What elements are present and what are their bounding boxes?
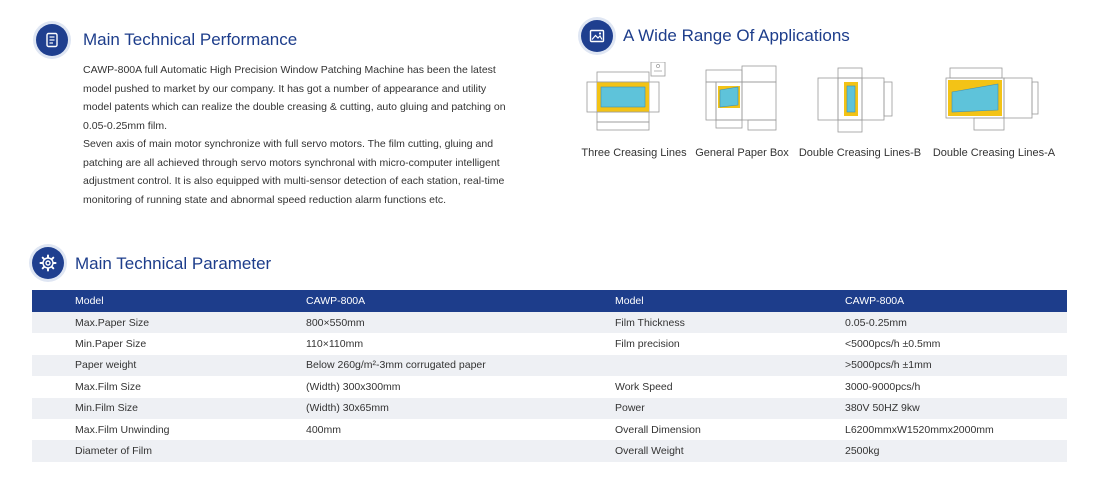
table-cell: Film Thickness (615, 312, 845, 333)
general-paper-box-diagram (700, 62, 784, 140)
table-cell: Max.Film Size (32, 376, 306, 397)
app-label-general-paper-box: General Paper Box (695, 147, 789, 159)
table-header-row (32, 290, 1067, 312)
table-cell: 800×550mm (306, 312, 615, 333)
table-cell: Overall Weight (615, 440, 845, 461)
table-cell: Below 260g/m²-3mm corrugated paper (306, 355, 615, 376)
table-cell (615, 355, 845, 376)
table-cell: <5000pcs/h ±0.5mm (845, 333, 1067, 354)
header-cell: CAWP-800A (845, 290, 1067, 312)
table-cell: (Width) 30x65mm (306, 398, 615, 419)
table-cell: Work Speed (615, 376, 845, 397)
table-cell: (Width) 300x300mm (306, 376, 615, 397)
table-cell: L6200mmxW1520mmx2000mm (845, 419, 1067, 440)
app-label-double-creasing-lines-b: Double Creasing Lines-B (798, 147, 922, 159)
header-cell: CAWP-800A (306, 290, 615, 312)
table-cell: Overall Dimension (615, 419, 845, 440)
table-cell: 0.05-0.25mm (845, 312, 1067, 333)
table-cell: Max.Paper Size (32, 312, 306, 333)
gear-icon (32, 247, 64, 279)
performance-paragraph: Seven axis of main motor synchronize with full servo motors. The film cutting, gluing and patching are all achieved through servo motors synchronal with micro-computer intelligent adjustment control. It is also equipped with multi-sensor detection of each station, real-time monitoring of running state and abnormal speed reduction alarm functions etc. (83, 138, 505, 206)
table-row (32, 398, 1067, 419)
table-cell: Min.Paper Size (32, 333, 306, 354)
double-creasing-lines-a-diagram (944, 62, 1040, 140)
performance-title: Main Technical Performance (83, 30, 298, 49)
applications-title: A Wide Range Of Applications (623, 26, 850, 45)
table-row (32, 440, 1067, 461)
table-row (32, 355, 1067, 376)
table-cell: 110×110mm (306, 333, 615, 354)
double-creasing-lines-b-diagram (814, 62, 898, 140)
app-label-double-creasing-lines-a: Double Creasing Lines-A (932, 147, 1056, 159)
table-cell: 2500kg (845, 440, 1067, 461)
table-cell: Power (615, 398, 845, 419)
table-row (32, 333, 1067, 354)
table-cell: Min.Film Size (32, 398, 306, 419)
table-cell: 380V 50HZ 9kw (845, 398, 1067, 419)
table-cell: Diameter of Film (32, 440, 306, 461)
table-row (32, 312, 1067, 333)
performance-text (83, 61, 513, 209)
table-cell: Film precision (615, 333, 845, 354)
three-creasing-lines-diagram (585, 62, 675, 140)
table-cell: 3000-9000pcs/h (845, 376, 1067, 397)
table-cell: Max.Film Unwinding (32, 419, 306, 440)
app-label-three-creasing-lines: Three Creasing Lines (581, 147, 687, 159)
document-icon (36, 24, 68, 56)
table-cell: Paper weight (32, 355, 306, 376)
performance-paragraph: CAWP-800A full Automatic High Precision Window Patching Machine has been the latest model pushed to market by our company. It has got a number of appearance and utility model patents which can realize the double creasing & cutting, auto gluing and patching on 0.05-0.25mm film. (83, 64, 506, 132)
parameters-title: Main Technical Parameter (75, 254, 272, 273)
header-cell: Model (32, 290, 306, 312)
parameter-table (32, 290, 1067, 462)
table-row (32, 419, 1067, 440)
table-cell: >5000pcs/h ±1mm (845, 355, 1067, 376)
header-cell: Model (615, 290, 845, 312)
table-cell (306, 440, 615, 461)
table-row (32, 376, 1067, 397)
image-icon (581, 20, 613, 52)
table-cell: 400mm (306, 419, 615, 440)
